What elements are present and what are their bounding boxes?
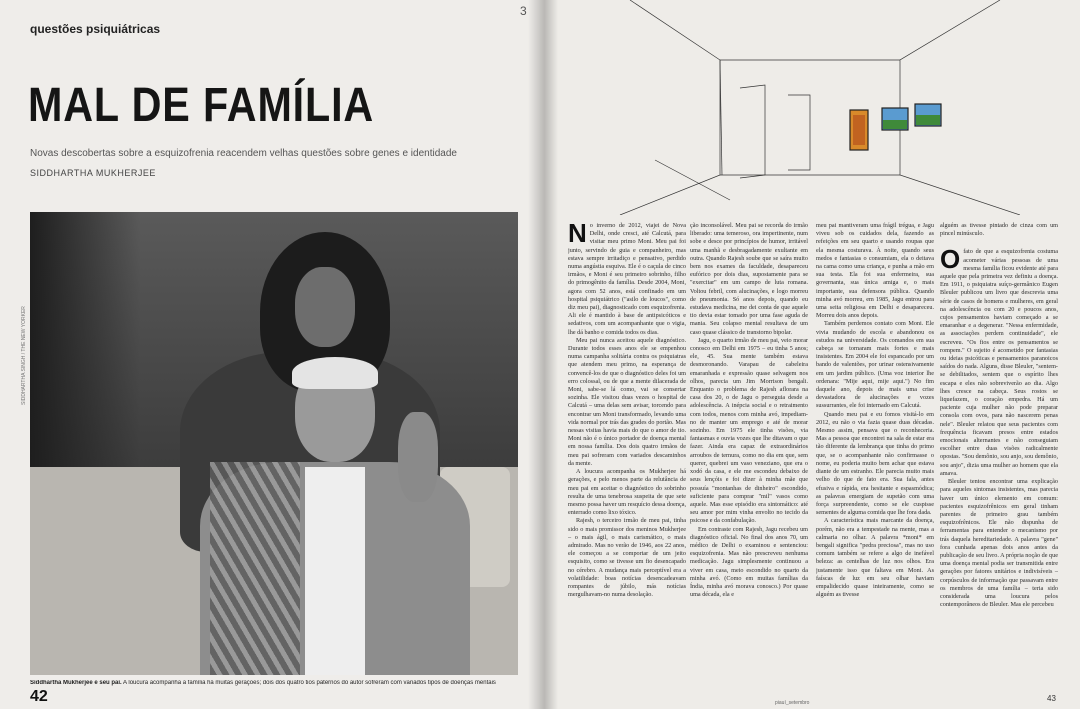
text-column-3 (816, 222, 934, 702)
paragraph: o inverno de 2012, viajei de Nova Delhi, onde cresci, até Calcutá, para visitar meu primo Moni. Meu pai foi junto, servindo de guia e companheiro, mas estava sempre irritadiço e pensativo, perdido numa angústia esquiva. Ele é o caçula de cinco irmãos, e Moni é seu primeiro sobrinho, filho do primogênito da família. Desde 2004, Moni, agora com 52 anos, está confinado em um hospital psiquiátrico ("asilo de loucos", como diz meu pai), diagnosticado com esquizofrenia. Ali ele é mantido à base de antipsicóticos e sedativos, com um acompanhante que o vigia, lhe dá banho e comida todos os dias. (568, 222, 686, 336)
author-byline: SIDDHARTHA MUKHERJEE (30, 168, 156, 178)
paragraph: Em contraste com Rajesh, Jagu recebeu um diagnóstico oficial. No final dos anos 70, um médico de Delhi o examinou e sentenciou: esquizofrenia. Mas não prescreveu nenhuma medicação. Jagu simplesmente continuou a viver em casa, meio escondido no quarto da minha avó. (Como em muitas famílias da Índia, minha avó morava conosco.) Por quase uma década, ela e (690, 525, 808, 599)
magazine-footer: piauí_setembro (775, 700, 810, 706)
paragraph: A loucura acompanha os Mukherjee há gerações, e pelo menos parte da relutância de meu pai em aceitar o diagnóstico do sobrinho resulta de uma tenebrosa suspeita de que sete mesmo possa haver um resquício dessa doença, enterrado como lixo tóxico. (568, 468, 686, 517)
page-number-left: 42 (30, 688, 48, 705)
dropcap-o: O (940, 244, 961, 275)
dropcap-n: N (568, 222, 587, 248)
photo-caption (30, 680, 530, 686)
room-illustration (600, 0, 1020, 215)
paragraph: ção inconsolável. Meu pai se recorda do irmão liberado: uma temeroso, ora impertinente, num sobe e desce por princípios de humor, irritável uma manhã e desbragadamente exultante em outra. Quando Rajesh soube que se saíra muito bem nos exames da faculdade, desapareceu eufórico por dois dias, supostamente para se "exercitar" em um campo de luta romana. Voltou febril, com alucinações, e logo morreu de pneumonia. Só anos depois, quando eu estudava medicina, me dei conta de que aquele tio devia estar tomado por uma fase aguda de mania. Seu colapso mental resultava de um caso quase clássico de transtorno bipolar. (690, 222, 808, 336)
paragraph: alguém as tivesse pintado de cinza com um pincel minúsculo. (940, 222, 1058, 238)
portrait-photo (30, 212, 518, 675)
caption-text: A loucura acompanha a família há muitas gerações; dois dos quatro tios paternos do autor sofreram com variados tipos de doenças mentais (121, 680, 496, 686)
caption-bold: Siddhartha Mukherjee e seu pai. (30, 680, 122, 686)
article-subtitle: Novas descobertas sobre a esquizofrenia reacendem velhas questões sobre genes e identidade (30, 148, 457, 159)
paragraph: Também perdemos contato com Moni. Ele vivia mudando de escola e abandonou os estudos na universidade. Os comandos em sua cabeça se tornaram mais fortes e mais insistentes. Em 2004 ele foi espancado por um bando de valentões, por urinar ostensivamente em um jardim público. (Uma voz interior lhe ordenara: "Mije aqui, mije aqui.") No fim daquele ano, depois de mais uma crise devastadora de alucinações e vozes sussurrantes, ele foi internado em Calcutá. (816, 320, 934, 410)
paragraph: Bleuler tentou encontrar uma explicação para aqueles sintomas insistentes, mas parecia haver um único elemento em comum: pacientes esquizofrênicos em geral tinham parentes de primeiro grau também esquizofrênicos. Ele não dispunha de ferramentas para entender o mecanismo por trás daquela hereditariedade. A palavra "gene" fora cunhada apenas dois anos antes da publicação de seu livro. A própria noção de que uma doença mental podia ser transmitida entre gerações por fatores unitários e indivisíveis – corpúsculos de informação que passavam entre os membros de uma família – teria sido considerada uma loucura pelos contemporâneos de Bleuler. Mas ele percebeu (940, 478, 1058, 609)
right-page (540, 0, 1080, 709)
paragraph: meu pai mantiveram uma frágil trégua, e Jagu viveu sob os cuidados dela, fazendo as refeições em seu quarto e usando roupas que ela mesma costurava. À noite, quando seus medos e fantasias o consumiam, ela o deitava na cama como uma criança, e punha a mão em sua testa. Ela foi sua enfermeira, sua governanta, sua única amiga e, o mais importante, sua defensora pública. Quando minha avó morreu, em 1985, Jagu entrou para uma seita religiosa em Delhi e desapareceu. Morreu dois anos depois. (816, 222, 934, 320)
text-column-1 (568, 222, 686, 702)
paragraph: Jagu, o quarto irmão de meu pai, veio morar conosco em Delhi em 1975 – eu tinha 5 anos; ele, 45. Sua mente também estava desmoronando. Varapau de cabeleira emaranhada e expressão quase selvagem nos olhos, parecia um Jim Morrison bengali. Enquanto o problema de Rajesh aflorara na casa dos 20, o de Jagu o perseguia desde a adolescência. A inépcia social e o retraimento com todos, menos com minha avó, impediam-no de manter um emprego e até de morar sozinho. Em 1975 ele tinha visões, via fantasmas e ouvia vozes que lhe ditavam o que fazer. Ainda era capaz de extraordinários arroubos de ternura, como no dia em que, sem querer, quebrei um vaso veneziano, que era o xodó da casa, e ele me escondeu debaixo de seus lençóis e foi dizer à minha mãe que possuía "montanhas de dinheiro" escondido, suficiente para comprar "mil" vasos como aquele. Mas esse episódio era sintomático: até seu amor por mim vinha envolto no tecido da psicose e da confabulação. (690, 336, 808, 525)
article-title: MAL DE FAMÍLIA (28, 79, 375, 132)
paragraph: fato de que a esquizofrenia costuma acometer várias pessoas de uma mesma família ficou evidente até para aquele que pela primeira vez definiu a doença. Em 1911, o psiquiatra suíço-germânico Eugen Bleuler publicou um livro que descrevia uma série de casos de homens e mulheres, em geral na adolescência ou com 20 e poucos anos, cujos pensamentos haviam começado a se emaranhar e a degenerar. "Nessa enfermidade, as associações perdem continuidade", ele escreveu. "Os fios entre os pensamentos se rompem." O sujeito é acometido por fantasias ou ideias psicóticas e pensamentos paranoicos saídos do nada. Alguns, disse Bleuler, "sentem-se debilitados, sentem que o espírito lhes escapa e eles não sobreviverão ao dia. Algo lhes cresce na cabeça. Seus rostos se liquefazem, o coração empedra. Há um paciente cuja mulher não pode preparar consola com ovos, para não nascerem penas nele". Bleuler relatou que seus pacientes com frequência ficavam presos entre estados emocionais alternantes e não conseguiam escolher entre duas visões radicalmente opostas. "Sou demônio, sou anjo, sou demônio, sou anjo", dizia uma mulher ao homem que ela amava. (940, 248, 1058, 477)
text-column-2 (690, 222, 808, 702)
paragraph: Meu pai nunca aceitou aquele diagnóstico. Durante todos esses anos ele se empenhou numa campanha solitária contra os psiquiatras que atendem meu primo, na esperança de convencê-los de que o diagnóstico deles foi um erro colossal, ou de que a mente dilacerada de Moni, sabe-se lá como, vai se consertar sozinha. Ele visitou duas vezes o hospital de Calcutá – uma delas sem avisar, torcendo para encontrar um Moni transformado, levando uma vida normal por trás das grades do portão. Mas nessas visitas havia mais do que o amor de tio. Moni não é o único portador de doença mental em nossa família. Dos dois quatro irmãos de meu pai sofreram com variados descaminhos da mente. (568, 336, 686, 467)
paragraph: Quando meu pai e eu fomos visitá-lo em 2012, eu não o via fazia quase duas décadas. Mesmo assim, pensava que o reconheceria. Mas a pessoa que encontrei na sala de estar era tão diferente da lembrança que tinha do primo que, se o acompanhante não confirmasse o nome, eu poderia muito bem achar que estava diante de um estranho. Ele parecia muito mais velho do que de fato era. Sua fala, antes efusiva e rápida, era hesitante e espasmódica; as palavras emergiam de supetão com uma força surpreendente, como se ele cuspisse sementes de alguma comida que lhe fora dada. (816, 410, 934, 517)
page-number-right: 43 (1047, 694, 1056, 703)
paragraph: Rajesh, o terceiro irmão de meu pai, tinha sido o mais promissor dos meninos Mukherjee – o mais ágil, o mais carismático, o mais admirado. Mas no verão de 1946, aos 22 anos, ele começou a se comportar de um jeito esquisito, como se tivesse um fio desencapado no cérebro. A mudança mais perceptível era a volatilidade: boas notícias desencadeavam rompantes de júbilo, más notícias mergulhavam-no numa desolação. (568, 517, 686, 599)
paragraph: A característica mais marcante da doença, porém, não era a tempestade na mente, mas a calmaria no olhar. A palavra *moni* em bengali significa "pedra preciosa", mas no uso comum também se refere a algo de inefável beleza: as centelhas de luz nos olhos. Era justamente isso que faltava em Moni. As faíscas de luz em seu olhar haviam empalidecido quase inteiramente, como se alguém as tivesse (816, 517, 934, 599)
photo-credit: SIDDHARTHA SINGH / THE NEW YORKER (21, 306, 27, 405)
section-label: questões psiquiátricas (30, 22, 161, 36)
top-page-marker: 3 (520, 4, 527, 18)
text-column-4 (940, 222, 1058, 702)
